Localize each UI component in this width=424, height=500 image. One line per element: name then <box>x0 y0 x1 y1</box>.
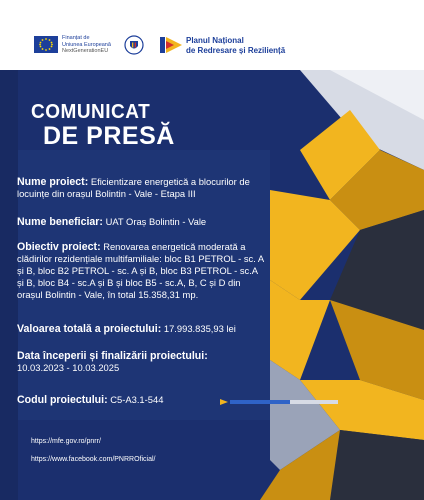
objective-block <box>17 241 265 301</box>
eu-line-3: NextGenerationEU <box>62 48 109 54</box>
title-line-1: COMUNICAT <box>31 101 151 124</box>
total-value-amount: 17.993.835,93 lei <box>163 323 236 334</box>
dates-value: 10.03.2023 - 10.03.2025 <box>17 362 120 373</box>
project-code-value: C5-A3.1-544 <box>110 394 164 405</box>
beneficiary-value: UAT Oraș Bolintin - Vale <box>105 216 207 227</box>
title-line-2: DE PRESĂ <box>43 122 175 150</box>
beneficiary-block <box>17 216 206 228</box>
decorative-progress-bar <box>220 399 338 405</box>
pnrr-line-2: de Redresare și Reziliență <box>186 45 286 55</box>
logo-header <box>0 0 424 70</box>
dates-block <box>17 350 208 374</box>
project-name-label: Nume proiect: <box>17 176 89 188</box>
pnrr-logo-icon <box>160 37 182 53</box>
eu-line-2: Uniunea Europeană <box>62 41 111 48</box>
eu-flag-icon <box>34 36 58 53</box>
total-value-label: Valoarea totală a proiectului: <box>17 323 162 335</box>
objective-label: Obiectiv proiect: <box>17 241 101 253</box>
total-value-block <box>17 323 236 335</box>
dates-label: Data începerii și finalizării proiectului: <box>17 350 208 362</box>
government-crest-icon <box>124 35 144 55</box>
beneficiary-label: Nume beneficiar: <box>17 216 103 228</box>
pnrr-line-1: Planul Național <box>186 36 244 45</box>
project-code-block <box>17 394 163 406</box>
eu-line-1: Finanțat de <box>62 35 90 41</box>
facebook-link[interactable]: https://www.facebook.com/PNRROficial/ <box>31 456 156 463</box>
pnrr-title <box>186 36 285 55</box>
project-code-label: Codul proiectului: <box>17 394 108 406</box>
eu-funding-text <box>62 35 111 55</box>
website-link[interactable]: https://mfe.gov.ro/pnrr/ <box>31 438 101 445</box>
project-name-block <box>17 176 265 200</box>
objective-value: Renovarea energetică moderată a clădirilor rezidențiale multifamiliale: bloc B1 PETROL - sc. A și B, bloc B2 PETROL - sc. A și B, bloc B3 PETROL - sc.A și B, bloc B4 - sc.A și B și bloc B5 - sc.A, B, C și D din orașul Bolintin - Vale, în total 15.358,31 mp. <box>17 241 264 300</box>
project-name-value: Eficientizare energetică a blocurilor de locuințe din orașul Bolintin - Vale - Etapa III <box>17 176 250 199</box>
